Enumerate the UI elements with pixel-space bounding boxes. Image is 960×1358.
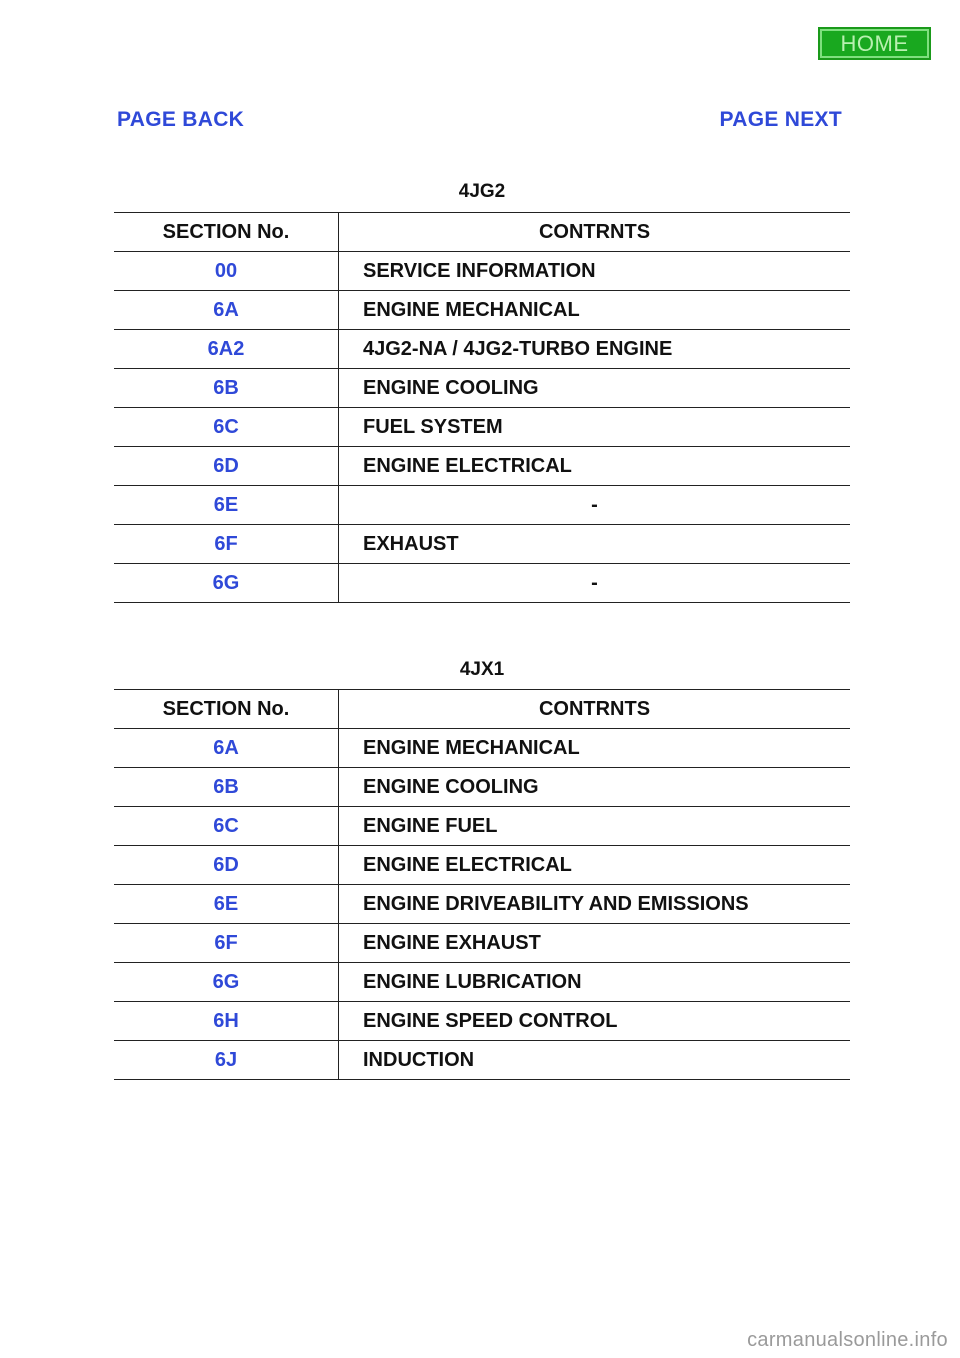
table-row [114,330,850,369]
table-row [114,846,850,885]
table-row [114,924,850,963]
section-cell [114,525,339,564]
column-header-section: SECTION No. [114,213,339,252]
table-row [114,564,850,603]
contents-cell: - [339,486,851,525]
section-code-link[interactable]: 00 [214,259,238,282]
contents-cell: ENGINE EXHAUST [339,924,851,963]
contents-cell: ENGINE DRIVEABILITY AND EMISSIONS [339,885,851,924]
section-code-link[interactable]: 6G [212,571,240,594]
section-cell [114,291,339,330]
section-code-link[interactable]: 6A2 [207,337,245,360]
section-cell [114,807,339,846]
section-code-link[interactable]: 6D [213,454,239,477]
table-header-row [114,690,850,729]
home-button-label: HOME [820,29,929,58]
section-code-link[interactable]: 6F [214,532,238,555]
contents-cell: INDUCTION [339,1041,851,1080]
section-cell [114,1041,339,1080]
section-code-link[interactable]: 6E [213,892,239,915]
table-row [114,885,850,924]
section-code-link[interactable]: 6H [213,1009,239,1032]
section-code-link[interactable]: 6B [213,775,239,798]
contents-cell: ENGINE MECHANICAL [339,291,851,330]
section-cell [114,885,339,924]
section-cell [114,369,339,408]
table-row [114,1002,850,1041]
contents-cell: FUEL SYSTEM [339,408,851,447]
section-cell [114,408,339,447]
table-row [114,525,850,564]
section-cell [114,486,339,525]
section-cell [114,729,339,768]
table-row [114,447,850,486]
contents-cell: ENGINE ELECTRICAL [339,447,851,486]
home-button[interactable] [818,27,931,60]
section-cell [114,846,339,885]
table-row [114,486,850,525]
column-header-contents: CONTRNTS [339,690,851,729]
table-row [114,768,850,807]
contents-cell: ENGINE MECHANICAL [339,729,851,768]
contents-cell: - [339,564,851,603]
page-next-link[interactable]: PAGE NEXT [719,108,842,131]
section-cell [114,447,339,486]
column-header-section: SECTION No. [114,690,339,729]
contents-cell: ENGINE FUEL [339,807,851,846]
section-cell [114,564,339,603]
table-title-4jg2: 4JG2 [458,181,506,202]
table-row [114,369,850,408]
section-cell [114,330,339,369]
section-cell [114,963,339,1002]
table-row [114,807,850,846]
section-cell [114,1002,339,1041]
section-code-link[interactable]: 6D [213,853,239,876]
table-row [114,963,850,1002]
section-code-link[interactable]: 6C [213,814,239,837]
section-cell [114,252,339,291]
section-code-link[interactable]: 6A [213,298,239,321]
table-row [114,252,850,291]
contents-cell: EXHAUST [339,525,851,564]
section-code-link[interactable]: 6F [214,931,238,954]
footer-watermark: carmanualsonline.info [747,1329,948,1351]
section-cell [114,924,339,963]
section-code-link[interactable]: 6J [214,1048,238,1071]
contents-cell: ENGINE SPEED CONTROL [339,1002,851,1041]
section-cell [114,768,339,807]
section-code-link[interactable]: 6A [213,736,239,759]
table-row [114,291,850,330]
table-row [114,1041,850,1080]
page-back-link[interactable]: PAGE BACK [117,108,245,131]
section-code-link[interactable]: 6G [212,970,240,993]
section-code-link[interactable]: 6C [213,415,239,438]
section-code-link[interactable]: 6E [213,493,239,516]
section-code-link[interactable]: 6B [213,376,239,399]
section-table-4jg2 [114,212,850,603]
column-header-contents: CONTRNTS [339,213,851,252]
contents-cell: ENGINE COOLING [339,768,851,807]
table-title-4jx1: 4JX1 [459,659,505,680]
contents-cell: SERVICE INFORMATION [339,252,851,291]
table-header-row [114,213,850,252]
contents-cell: ENGINE ELECTRICAL [339,846,851,885]
table-row [114,729,850,768]
contents-cell: 4JG2-NA / 4JG2-TURBO ENGINE [339,330,851,369]
contents-cell: ENGINE COOLING [339,369,851,408]
section-table-4jx1 [114,689,850,1080]
table-row [114,408,850,447]
contents-cell: ENGINE LUBRICATION [339,963,851,1002]
